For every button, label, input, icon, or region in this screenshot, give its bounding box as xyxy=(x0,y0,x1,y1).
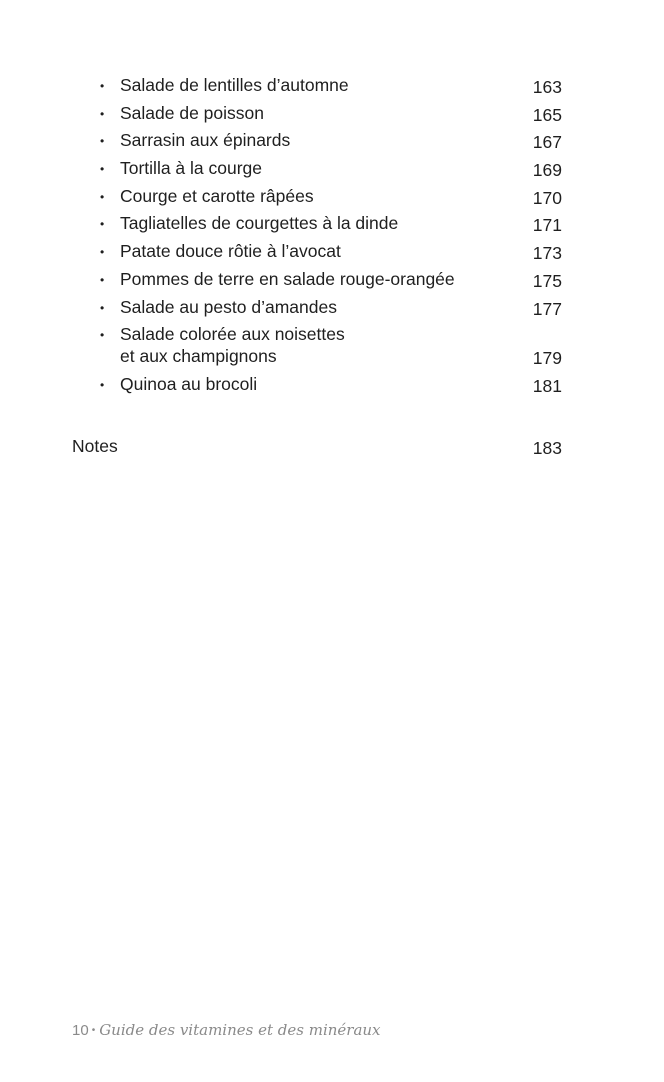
bullet-icon: • xyxy=(100,300,105,315)
bullet-icon: • xyxy=(100,134,105,149)
toc-item xyxy=(0,210,664,238)
bullet-icon: • xyxy=(100,162,105,177)
toc-item-title: Salade de lentilles d’automne xyxy=(120,75,349,95)
toc-item xyxy=(0,371,664,399)
toc-item-page: 163 xyxy=(532,77,562,97)
notes-page: 183 xyxy=(532,438,562,458)
notes-label: Notes xyxy=(72,436,118,456)
toc-item xyxy=(0,155,664,183)
toc-item-title: Tagliatelles de courgettes à la dinde xyxy=(120,213,399,234)
toc-item xyxy=(0,321,664,371)
bullet-icon: • xyxy=(100,272,105,287)
toc-item xyxy=(0,183,664,211)
toc-item-page: 181 xyxy=(532,376,562,397)
bullet-icon: • xyxy=(100,79,105,93)
toc-item-title: Quinoa au brocoli xyxy=(120,374,258,395)
toc-item-page: 170 xyxy=(532,187,562,208)
bullet-icon: • xyxy=(100,378,105,393)
toc-item-page: 169 xyxy=(532,160,562,181)
toc-item-title: Pommes de terre en salade rouge-orangée xyxy=(120,268,455,289)
bullet-icon: • xyxy=(100,217,105,232)
toc-item xyxy=(0,238,664,266)
toc-notes-entry xyxy=(0,434,664,460)
toc-item xyxy=(0,100,664,128)
toc-item-page: 171 xyxy=(532,215,562,236)
toc-item xyxy=(0,294,664,322)
toc-item-title: Courge et carotte râpées xyxy=(120,185,314,206)
bullet-icon: • xyxy=(100,328,105,343)
toc-item-page: 177 xyxy=(532,298,562,319)
bullet-icon: • xyxy=(100,189,105,204)
table-of-contents xyxy=(0,72,664,399)
toc-item-title: Salade au pesto d’amandes xyxy=(120,296,337,317)
bullet-icon: • xyxy=(100,106,105,121)
footer-page-number: 10 xyxy=(72,1021,89,1039)
toc-item-title-line-2: et aux champignons xyxy=(120,346,277,367)
bullet-icon: • xyxy=(100,245,105,260)
toc-item-title: Tortilla à la courge xyxy=(120,158,263,179)
toc-item-page: 165 xyxy=(532,104,562,125)
toc-item-page: 179 xyxy=(532,348,562,369)
footer-separator-icon: • xyxy=(91,1024,96,1036)
toc-item-title: Salade de poisson xyxy=(120,102,264,123)
toc-item-title-line-1: Salade colorée aux noisettes xyxy=(120,324,345,345)
toc-item-title: Patate douce rôtie à l’avocat xyxy=(120,241,341,262)
toc-item xyxy=(0,266,664,294)
toc-item xyxy=(0,127,664,155)
toc-item-page: 175 xyxy=(532,270,562,291)
page-footer xyxy=(72,1018,381,1042)
toc-item xyxy=(0,72,664,100)
toc-item-page: 173 xyxy=(532,243,562,264)
footer-book-title: Guide des vitamines et des minéraux xyxy=(99,1021,381,1039)
toc-item-page: 167 xyxy=(532,132,562,153)
toc-item-title: Sarrasin aux épinards xyxy=(120,130,291,151)
toc-item-title xyxy=(120,323,510,367)
